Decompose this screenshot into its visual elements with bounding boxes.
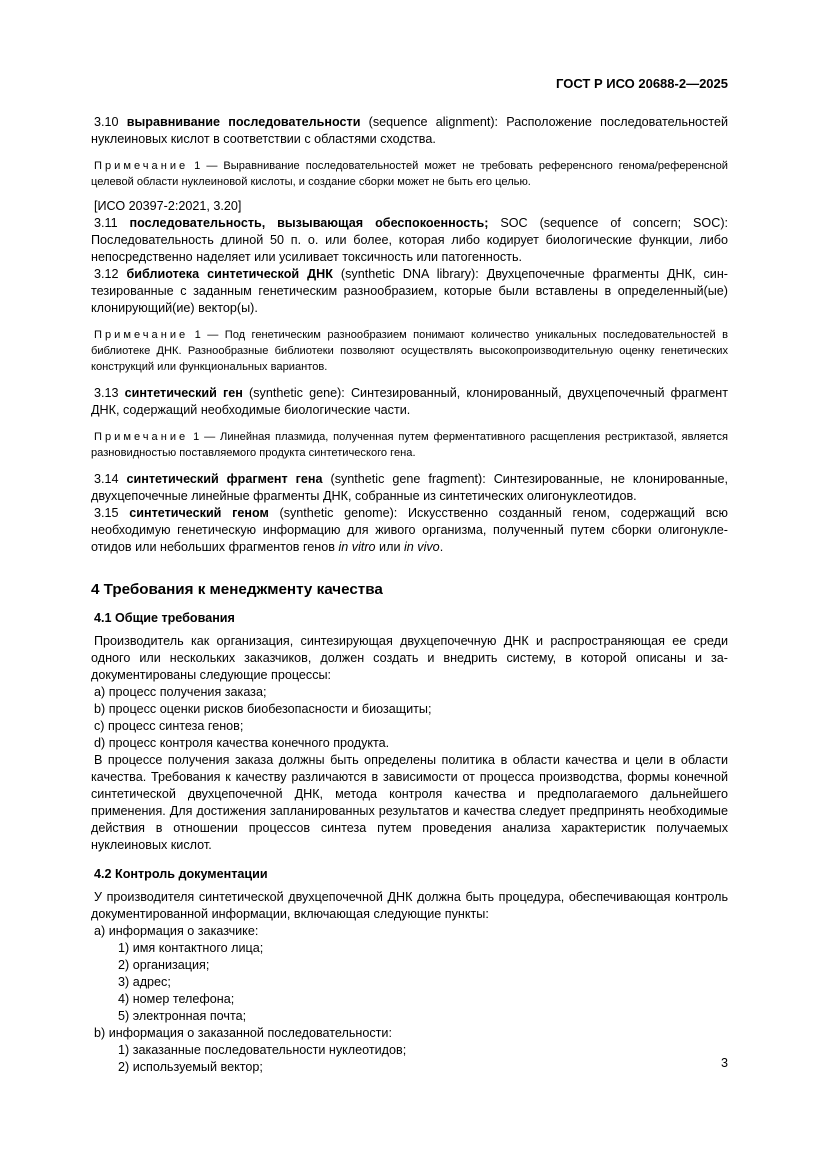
- note-3-13: [91, 429, 728, 461]
- term-definition: (synthetic DNA library): Двухцепочечные фрагменты ДНК, синтезированные с заданным генетическим разнообразием, которые были вставлены в определенный(ые) клонирующий(ие) вектор(ы).: [91, 267, 728, 315]
- term-italic-in-vitro: in vitro: [338, 540, 376, 554]
- note-3-12: [91, 327, 728, 375]
- note-label: Примечание: [94, 160, 189, 172]
- term-title: синтетический ген: [124, 386, 243, 400]
- term-3-12: [91, 266, 728, 317]
- list-subitem: 2) организация;: [118, 958, 210, 972]
- note-text: 1 — Выравнивание последовательностей может не требовать референсного генома/референсной целевой области нуклеиновой кислоты, и создание сборки может не быть его целью.: [91, 160, 728, 188]
- page-number: 3: [720, 1056, 728, 1070]
- note-3-10: [91, 158, 728, 190]
- document-body: [91, 114, 728, 1076]
- term-title: синтетический геном: [129, 506, 269, 520]
- subsection-4-1-intro: Производитель как организация, синтезирующая двухцепочечную ДНК и распространяющая ее среди одного или нескольких заказчиков, должен создать и внедрить систему, в которой описаны и задокументированы следующие процессы:: [91, 634, 728, 682]
- term-definition: (synthetic genome): Искусственно созданный геном, содержащий всю необходимую генетическую информацию для живого организма, полученный путем сборки олигонуклеотидов или небольших фрагментов генов: [91, 506, 728, 554]
- term-italic-in-vivo: in vivo: [403, 540, 440, 554]
- term-3-11: [91, 215, 728, 266]
- list-subitem: 3) адрес;: [118, 975, 171, 989]
- reference-3-10: [ИСО 20397-2:2021, 3.20]: [94, 199, 242, 213]
- list-item: a) процесс получения заказа;: [94, 685, 267, 699]
- term-definition: (synthetic gene fragment): Синтезированные, не клонированные, двухцепочечные линейные фрагменты ДНК, собранные из синтетических олигонуклеотидов.: [91, 472, 729, 503]
- term-number: 3.14: [94, 472, 119, 486]
- term-connector: или: [375, 540, 404, 554]
- subsection-4-1-paragraph: В процессе получения заказа должны быть определены политика в области качества и цели в области качества. Требования к качеству различаются в зависимости от процесса производства, формы конечной синтетической двухцепочечной ДНК, метода контроля качества и предполагаемого дальнейшего применения. Для достижения запланированных результатов и качества следует предпринять необходимые действия в отношении процессов синтеза путем проведения анализа характеристик получаемых нуклеиновых кислот.: [91, 753, 728, 852]
- list-subitem: 5) электронная почта;: [118, 1009, 247, 1023]
- list-item: a) информация о заказчике:: [94, 924, 259, 938]
- list-subitem: 1) имя контактного лица;: [118, 941, 264, 955]
- term-title: последовательность, вызывающая обеспокоенность;: [129, 216, 489, 230]
- list-item: c) процесс синтеза генов;: [94, 719, 244, 733]
- subsection-4-2-intro: У производителя синтетической двухцепочечной ДНК должна быть процедура, обеспечивающая контроль документированной информации, включающая следующие пункты:: [91, 890, 728, 921]
- term-3-10: [91, 114, 728, 148]
- term-number: 3.15: [94, 506, 119, 520]
- term-number: 3.13: [94, 386, 119, 400]
- list-item: b) процесс оценки рисков биобезопасности и биозащиты;: [94, 702, 432, 716]
- term-definition: (synthetic gene): Синтезированный, клонированный, двухцепочечный фрагмент ДНК, содержащий необходимые биологические части.: [91, 386, 728, 417]
- term-3-15: [91, 505, 728, 556]
- term-number: 3.11: [94, 216, 118, 230]
- subsection-4-1-heading: 4.1 Общие требования: [94, 611, 235, 625]
- list-subitem: 1) заказанные последовательности нуклеотидов;: [118, 1043, 407, 1057]
- list-subitem: 2) используемый вектор;: [118, 1060, 263, 1074]
- term-end: .: [439, 540, 444, 554]
- list-item: b) информация о заказанной последовательности:: [94, 1026, 392, 1040]
- term-definition: (sequence alignment): Расположение последовательностей нуклеиновых кислот в соответствии с областями сходства.: [91, 115, 729, 146]
- note-text: 1 — Под генетическим разнообразием понимают количество уникальных последовательностей в библиотеке ДНК. Разнообразные библиотеки позволяют осуществлять высокопроизводительную оценку генетических конструкций или функциональных вариантов.: [91, 329, 728, 373]
- term-title: синтетический фрагмент гена: [126, 472, 323, 486]
- subsection-4-2-heading: 4.2 Контроль документации: [94, 867, 268, 881]
- list-item: d) процесс контроля качества конечного продукта.: [94, 736, 390, 750]
- term-number: 3.10: [94, 115, 119, 129]
- note-text: 1 — Линейная плазмида, полученная путем ферментативного расщепления рестриктазой, является разновидностью поставляемого продукта синтетического гена.: [91, 431, 728, 459]
- note-label: Примечание: [94, 329, 189, 341]
- term-definition: SOC (sequence of concern; SOC): Последовательность длиной 50 п. о. или более, которая либо кодирует биологические функции, либо непосредственно наделяет или усиливает токсичность или патогенность.: [91, 216, 729, 264]
- term-3-14: [91, 471, 728, 505]
- term-title: библиотека синтетической ДНК: [126, 267, 333, 281]
- section-4-heading: 4 Требования к менеджменту качества: [91, 581, 383, 598]
- list-subitem: 4) номер телефона;: [118, 992, 235, 1006]
- term-3-13: [91, 385, 728, 419]
- note-label: Примечание: [94, 431, 189, 443]
- document-header: ГОСТ Р ИСО 20688-2—2025: [556, 76, 728, 91]
- term-title: выравнивание последовательности: [126, 115, 361, 129]
- term-number: 3.12: [94, 267, 119, 281]
